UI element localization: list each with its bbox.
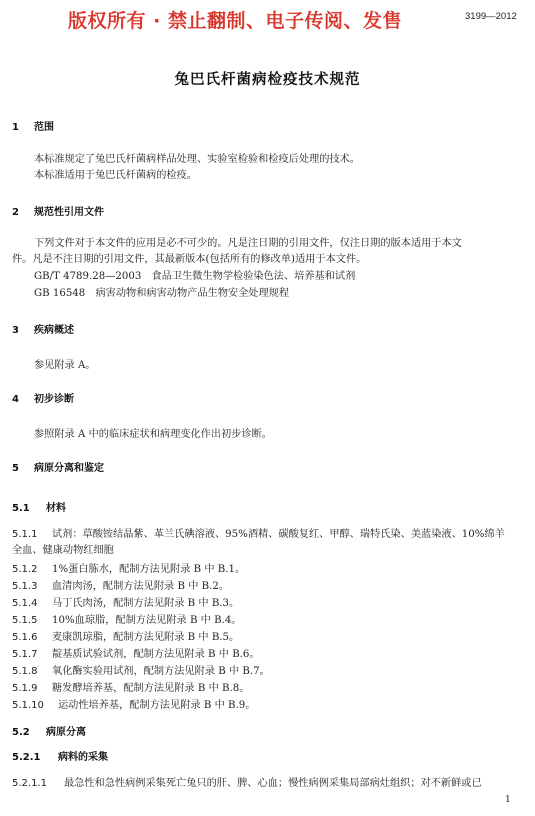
item-text: 氧化酶实验用试剂，配制方法见附录 B 中 B.7。 — [52, 666, 270, 677]
section-title: 病原分离 — [46, 727, 86, 738]
section-title: 病原分离和鉴定 — [34, 463, 104, 474]
list-item — [12, 679, 249, 694]
item-number: 5.1.2 — [12, 564, 38, 575]
section-number: 5.2.1 — [12, 752, 41, 763]
section-number: 5.1 — [12, 503, 30, 514]
list-item — [12, 525, 505, 540]
item-text: 麦康凯琼脂，配制方法见附录 B 中 B.5。 — [52, 632, 240, 643]
list-item — [12, 560, 245, 575]
section-title: 疾病概述 — [34, 325, 74, 336]
paragraph-continuation: 件。凡是不注日期的引用文件，其最新版本(包括所有的修改单)适用于本文件。 — [12, 254, 367, 265]
section-title: 材料 — [46, 503, 66, 514]
item-number: 5.1.6 — [12, 632, 38, 643]
item-number: 5.2.1.1 — [12, 778, 47, 789]
page-number: 1 — [505, 795, 511, 805]
copyright-watermark: 版权所有 · 禁止翻制、电子传阅、发售 — [68, 10, 402, 32]
section-title: 范围 — [34, 122, 54, 133]
paragraph: 参照附录 A 中的临床症状和病理变化作出初步诊断。 — [34, 429, 272, 440]
section-title: 病料的采集 — [58, 752, 108, 763]
item-text: 试剂：草酸铵结晶紫、革兰氏碘溶液、95%酒精、碳酸复红、甲醇、瑞特氏染、美蓝染液、10%绵羊 — [52, 529, 505, 540]
list-item — [12, 611, 242, 626]
paragraph: 参见附录 A。 — [34, 360, 96, 371]
section-number: 3 — [12, 325, 19, 336]
item-number: 5.1.3 — [12, 581, 38, 592]
item-number: 5.1.9 — [12, 683, 38, 694]
item-number: 5.1.1 — [12, 529, 38, 540]
item-text: 血清肉汤，配制方法见附录 B 中 B.2。 — [52, 581, 230, 592]
section-heading-1 — [12, 118, 54, 133]
section-heading-4 — [12, 390, 74, 405]
item-text: 马丁氏肉汤，配制方法见附录 B 中 B.3。 — [52, 598, 240, 609]
list-item — [12, 774, 482, 789]
list-item — [12, 696, 255, 711]
section-heading-5 — [12, 459, 104, 474]
item-number: 5.1.4 — [12, 598, 38, 609]
paragraph: 本标准适用于兔巴氏杆菌病的检疫。 — [34, 170, 197, 181]
reference-item: GB/T 4789.28—2003 食品卫生微生物学检验染色法、培养基和试剂 — [34, 271, 356, 282]
item-text: 糖发酵培养基，配制方法见附录 B 中 B.8。 — [52, 683, 250, 694]
subsection-heading-5-1 — [12, 499, 66, 514]
item-number: 5.1.10 — [12, 700, 44, 711]
item-text: 运动性培养基，配制方法见附录 B 中 B.9。 — [58, 700, 256, 711]
item-number: 5.1.5 — [12, 615, 38, 626]
list-item — [12, 645, 260, 660]
item-continuation: 全血、健康动物红细胞 — [12, 545, 114, 556]
section-heading-3 — [12, 321, 74, 336]
item-number: 5.1.7 — [12, 649, 38, 660]
item-text: 最急性和急性病例采集死亡兔只的肝、脾、心血；慢性病例采集局部病灶组织；对不新鲜或已 — [64, 778, 482, 789]
section-number: 5.2 — [12, 727, 30, 738]
list-item — [12, 594, 239, 609]
list-item — [12, 662, 270, 677]
section-title: 规范性引用文件 — [34, 207, 104, 218]
list-item — [12, 628, 239, 643]
list-item — [12, 577, 229, 592]
paragraph: 本标准规定了兔巴氏杆菌病样品处理、实验室检验和检疫后处理的技术。 — [34, 154, 360, 165]
reference-item: GB 16548 病害动物和病害动物产品生物安全处理规程 — [34, 288, 290, 299]
document-title: 兔巴氏杆菌病检疫技术规范 — [174, 72, 361, 88]
subsection-heading-5-2 — [12, 723, 86, 738]
subsection-heading-5-2-1 — [12, 748, 108, 763]
section-title: 初步诊断 — [34, 394, 74, 405]
item-text: 10%血琼脂，配制方法见附录 B 中 B.4。 — [52, 615, 242, 626]
item-text: 靛基质试验试剂，配制方法见附录 B 中 B.6。 — [52, 649, 260, 660]
item-text: 1%蛋白胨水，配制方法见附录 B 中 B.1。 — [52, 564, 246, 575]
section-number: 4 — [12, 394, 19, 405]
section-number: 1 — [12, 122, 19, 133]
section-number: 5 — [12, 463, 19, 474]
standard-number: 3199—2012 — [465, 11, 517, 22]
paragraph: 下列文件对于本文件的应用是必不可少的。凡是注日期的引用文件，仅注日期的版本适用于本文 — [34, 238, 462, 249]
section-heading-2 — [12, 203, 104, 218]
section-number: 2 — [12, 207, 19, 218]
item-number: 5.1.8 — [12, 666, 38, 677]
